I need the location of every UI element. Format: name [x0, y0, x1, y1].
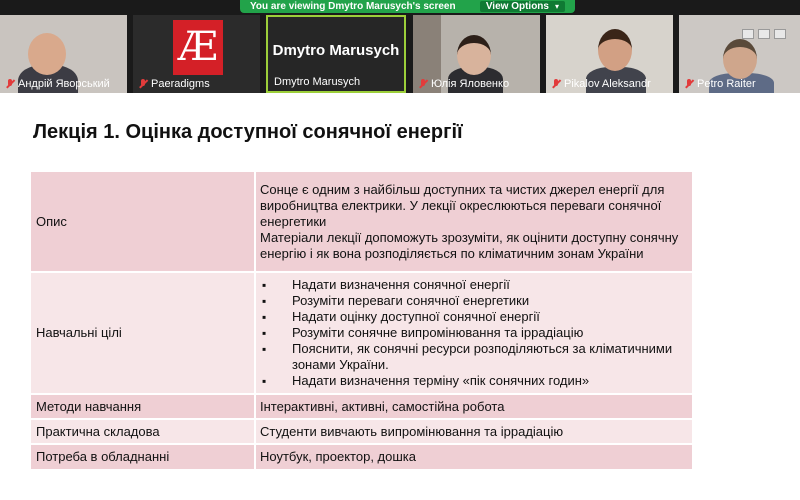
mic-muted-icon: [685, 79, 693, 89]
description-text: Сонце є одним з найбільш доступних та чистих джерел енергії для виробництва електрики. У лекції окреслюються переваги сонячної енергетики: [260, 181, 665, 229]
row-label: Опис: [30, 171, 255, 272]
screen-share-text: You are viewing Dmytro Marusych's screen: [250, 1, 456, 12]
view-options-button[interactable]: [480, 1, 565, 12]
list-item: ▪ Надати визначення терміну «пік сонячних годин»: [260, 373, 688, 389]
speaker-view-icon[interactable]: [758, 29, 770, 39]
row-label: Навчальні цілі: [30, 272, 255, 394]
view-toolbar: [742, 29, 786, 39]
row-value: Студенти вивчають випромінювання та іррадіацію: [255, 419, 693, 444]
participant-strip: [0, 0, 800, 93]
participant-tile[interactable]: [413, 15, 540, 93]
mic-muted-icon: [6, 79, 14, 89]
participant-video: [598, 29, 632, 71]
row-value: Ноутбук, проектор, дошка: [255, 444, 693, 470]
list-item: ▪ Надати оцінку доступної сонячної енергії: [260, 309, 688, 325]
mic-muted-icon: [552, 79, 560, 89]
participant-name: Юлія Яловенко: [431, 78, 510, 90]
participant-name: Андрій Яворський: [18, 78, 110, 90]
mic-muted-icon: [139, 79, 147, 89]
participant-name: Petro Raiter: [697, 78, 756, 90]
participant-video: [28, 33, 66, 75]
row-label: Практична складова: [30, 419, 255, 444]
participant-tile[interactable]: [133, 15, 260, 93]
paeradigms-logo: Æ: [173, 20, 223, 75]
goals-list: [260, 277, 688, 389]
slide-title: Лекція 1. Оцінка доступної сонячної енергії: [33, 121, 463, 143]
participant-video: [723, 39, 757, 79]
participant-name: Dmytro Marusych: [274, 76, 361, 88]
chevron-down-icon: ▾: [554, 2, 559, 11]
table-row: [30, 171, 693, 272]
list-item: ▪ Надати визначення сонячної енергії: [260, 277, 688, 293]
table-row: [30, 419, 693, 444]
table-row: [30, 394, 693, 419]
participant-tile[interactable]: [679, 15, 800, 93]
view-options-label: View Options: [485, 1, 549, 12]
list-item: ▪ Розуміти переваги сонячної енергетики: [260, 293, 688, 309]
fullscreen-icon[interactable]: [774, 29, 786, 39]
participant-name: Pikalov Aleksandr: [564, 78, 651, 90]
list-item: ▪ Пояснити, як сонячні ресурси розподіляються за кліматичними зонами України.: [260, 341, 688, 373]
row-value: [255, 272, 693, 394]
participant-tile-active-speaker[interactable]: [266, 15, 406, 93]
row-value: [255, 171, 693, 272]
mic-muted-icon: [419, 79, 427, 89]
table-row: [30, 272, 693, 394]
screen-share-banner: [240, 0, 575, 13]
participant-video: [457, 35, 491, 75]
participant-tile[interactable]: [0, 15, 127, 93]
participant-display-name: Dmytro Marusych: [272, 42, 400, 59]
table-row: [30, 444, 693, 470]
lecture-table: [29, 170, 694, 471]
row-label: Методи навчання: [30, 394, 255, 419]
row-value: Інтерактивні, активні, самостійна робота: [255, 394, 693, 419]
list-item: ▪ Розуміти сонячне випромінювання та іррадіацію: [260, 325, 688, 341]
row-label: Потреба в обладнанні: [30, 444, 255, 470]
description-text: Матеріали лекції допоможуть зрозуміти, як оцінити доступну сонячну енергію і як вона розподіляється по кліматичним зонам України: [260, 229, 679, 261]
gallery-view-icon[interactable]: [742, 29, 754, 39]
participant-name: Paeradigms: [151, 78, 210, 90]
participant-tile[interactable]: [546, 15, 673, 93]
